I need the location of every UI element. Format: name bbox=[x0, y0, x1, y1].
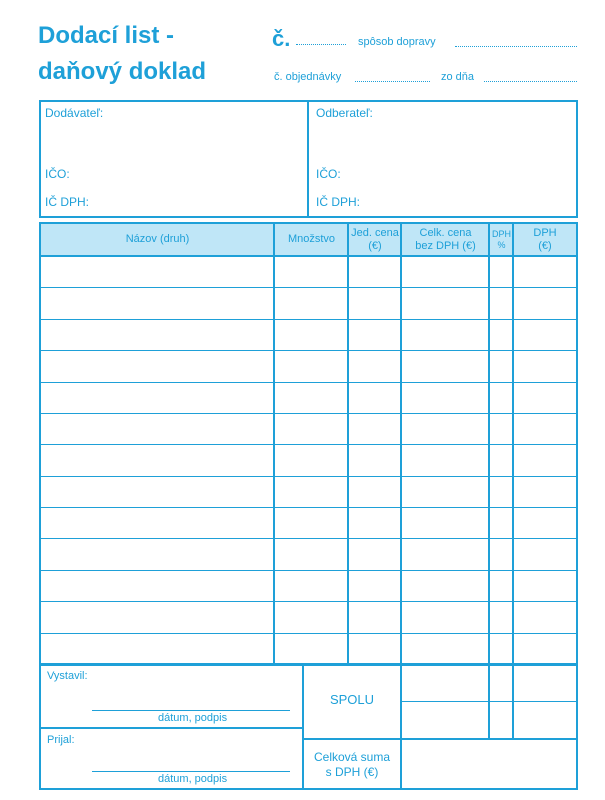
table-row-line bbox=[39, 444, 578, 445]
transport-label: spôsob dopravy bbox=[358, 36, 436, 48]
col-quantity-header: Množstvo bbox=[287, 233, 336, 245]
grand-total-label: Celková suma s DPH (€) bbox=[313, 750, 391, 779]
total-row-line bbox=[400, 701, 578, 702]
table-row-line bbox=[39, 601, 578, 602]
customer-ico-label: IČO: bbox=[316, 167, 341, 181]
document-title-line2: daňový doklad bbox=[38, 58, 207, 85]
issued-sign-caption: dátum, podpis bbox=[158, 712, 228, 724]
col-total-price-header: Celk. cena bez DPH (€) bbox=[415, 226, 476, 252]
customer-label: Odberateľ: bbox=[316, 106, 373, 120]
table-row-line bbox=[39, 538, 578, 539]
table-row-line bbox=[39, 319, 578, 320]
order-number-field[interactable] bbox=[355, 81, 430, 82]
table-row-line bbox=[39, 570, 578, 571]
footer-divider-mid bbox=[400, 664, 402, 790]
supplier-icdph-label: IČ DPH: bbox=[45, 195, 90, 209]
received-sign-caption: dátum, podpis bbox=[158, 773, 228, 785]
number-label: č. bbox=[272, 26, 291, 51]
table-row-line bbox=[39, 476, 578, 477]
table-row-line bbox=[39, 633, 578, 634]
issued-by-label: Vystavil: bbox=[47, 670, 88, 682]
received-by-label: Prijal: bbox=[47, 734, 75, 746]
supplier-label: Dodávateľ: bbox=[45, 106, 104, 120]
order-date-field[interactable] bbox=[484, 81, 577, 82]
footer-right-split bbox=[302, 738, 578, 740]
number-field[interactable] bbox=[296, 44, 346, 45]
col-vat-amount-header: DPH (€) bbox=[533, 226, 557, 252]
table-row-line bbox=[39, 287, 578, 288]
order-number-label: č. objednávky bbox=[274, 71, 342, 83]
col-unit-price-header: Jed. cena (€) bbox=[351, 226, 399, 252]
parties-divider bbox=[307, 100, 309, 218]
order-date-label: zo dňa bbox=[441, 71, 475, 83]
received-signature-line[interactable] bbox=[92, 771, 290, 772]
table-row-line bbox=[39, 382, 578, 383]
document-title-line1: Dodací list - bbox=[38, 22, 175, 49]
issued-signature-line[interactable] bbox=[92, 710, 290, 711]
header-bottom-line bbox=[39, 255, 578, 257]
customer-icdph-label: IČ DPH: bbox=[316, 195, 361, 209]
table-row-line bbox=[39, 413, 578, 414]
table-row-line bbox=[39, 350, 578, 351]
supplier-ico-label: IČO: bbox=[45, 167, 70, 181]
total-label: SPOLU bbox=[329, 692, 375, 707]
transport-field[interactable] bbox=[455, 46, 577, 47]
col-vat-rate-header: DPH % bbox=[491, 228, 511, 250]
table-row-line bbox=[39, 507, 578, 508]
footer-left-split bbox=[39, 727, 303, 729]
col-name-header: Názov (druh) bbox=[125, 233, 190, 245]
